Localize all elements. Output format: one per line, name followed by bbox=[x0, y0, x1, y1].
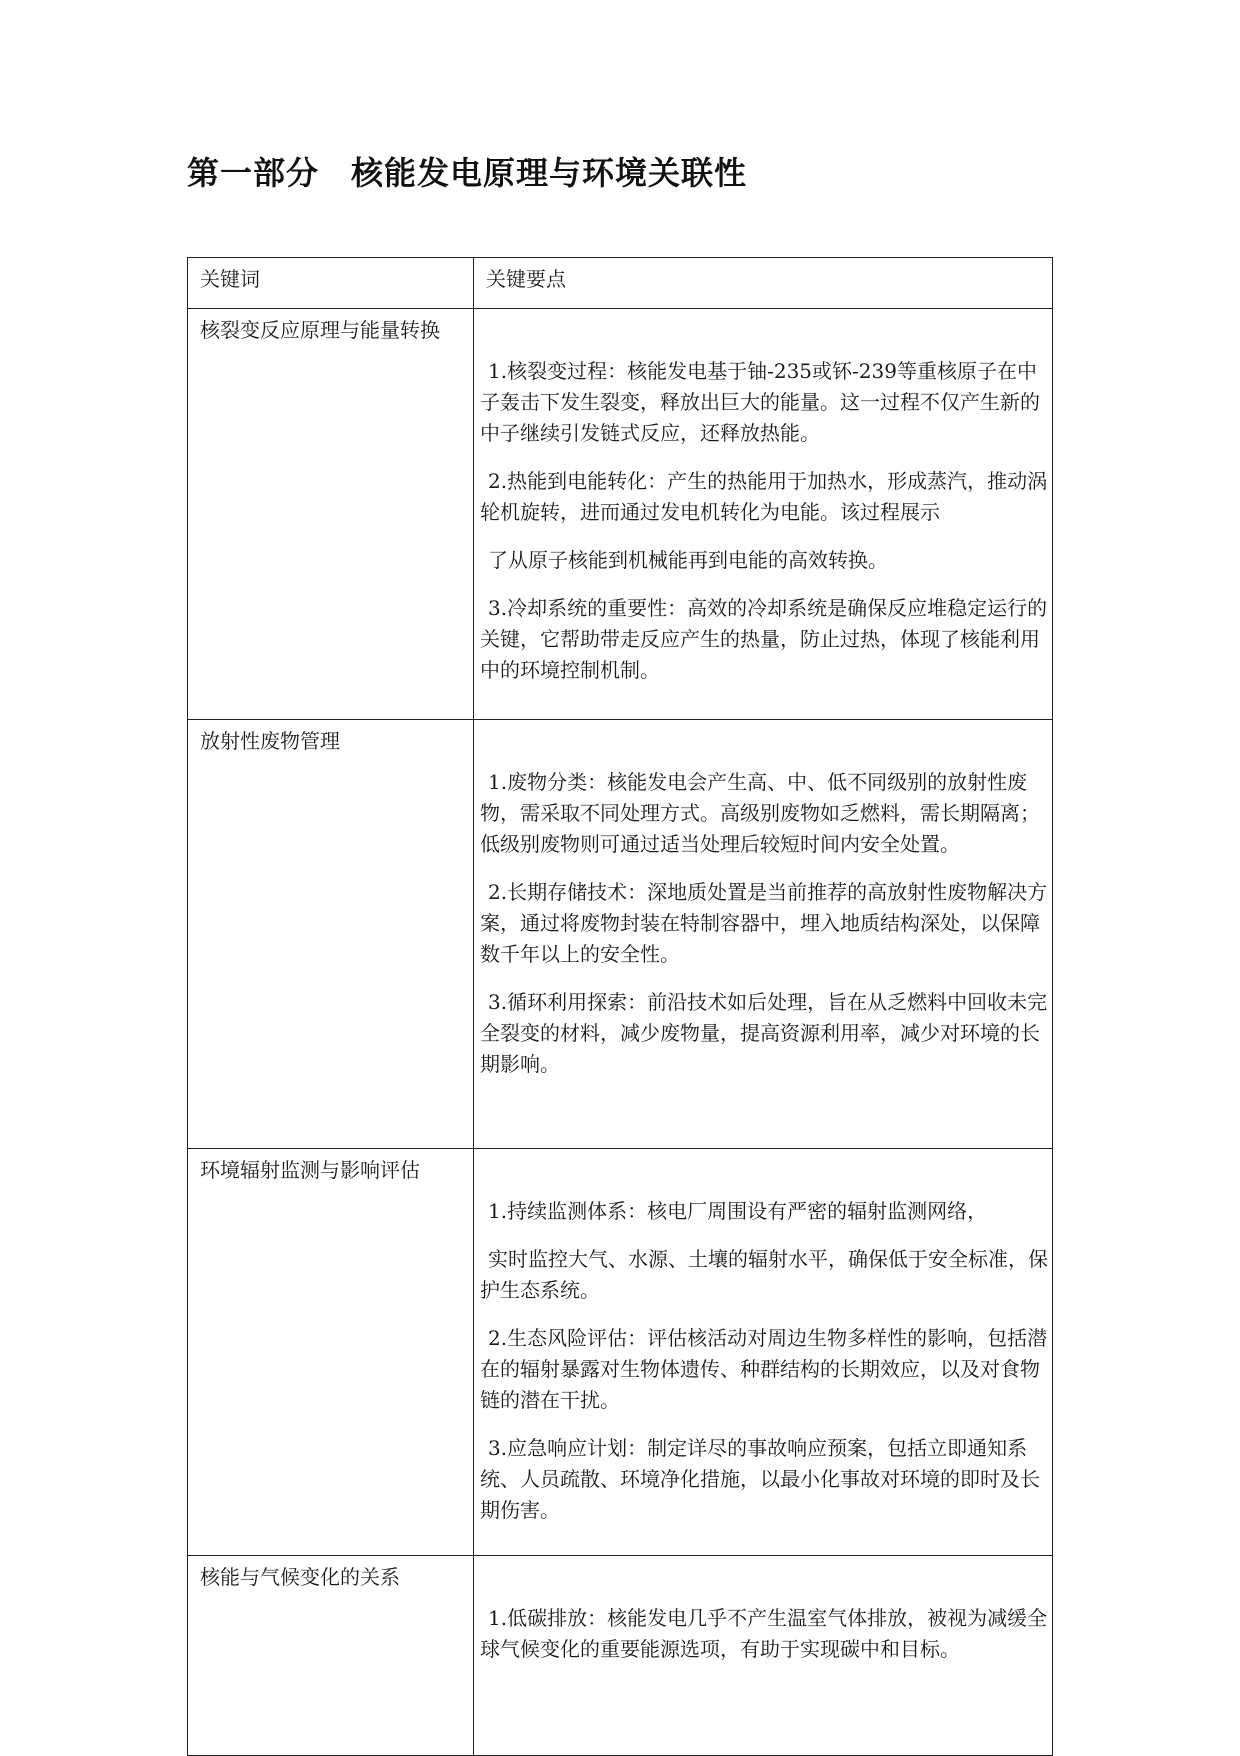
row-keyword: 环境辐射监测与影响评估 bbox=[188, 1149, 474, 1556]
key-point: 3.应急响应计划：制定详尽的事故响应预案，包括立即通知系统、人员疏散、环境净化措施，以最小化事故对环境的即时及长期伤害。 bbox=[480, 1436, 1040, 1522]
page-title bbox=[187, 148, 747, 194]
row-points bbox=[474, 1149, 1053, 1556]
key-point: 2.生态风险评估：评估核活动对周边生物多样性的影响，包括潜在的辐射暴露对生物体遗传、种群结构的长期效应，以及对食物链的潜在干扰。 bbox=[480, 1326, 1048, 1412]
row-points bbox=[474, 309, 1053, 720]
key-point: 1.持续监测体系：核电厂周围设有严密的辐射监测网络， bbox=[488, 1199, 988, 1223]
title-text: 核能发电原理与环境关联性 bbox=[351, 154, 748, 192]
row-keyword: 核裂变反应原理与能量转换 bbox=[188, 309, 474, 720]
row-points bbox=[474, 720, 1053, 1149]
key-point: 3.冷却系统的重要性：高效的冷却系统是确保反应堆稳定运行的关键，它帮助带走反应产生的热量，防止过热，体现了核能利用中的环境控制机制。 bbox=[480, 596, 1048, 682]
row-keyword: 核能与气候变化的关系 bbox=[188, 1556, 474, 1756]
table-row bbox=[188, 309, 1053, 720]
row-keyword: 放射性废物管理 bbox=[188, 720, 474, 1149]
table-row bbox=[188, 720, 1053, 1149]
table-header-row bbox=[188, 258, 1053, 309]
key-point: 1.低碳排放：核能发电几乎不产生温室气体排放，被视为减缓全球气候变化的重要能源选项，有助于实现碳中和目标。 bbox=[480, 1606, 1048, 1661]
table-row bbox=[188, 1149, 1053, 1556]
key-point: 1.废物分类：核能发电会产生高、中、低不同级别的放射性废物，需采取不同处理方式。高级别废物如乏燃料，需长期隔离；低级别废物则可通过适当处理后较短时间内安全处置。 bbox=[480, 770, 1040, 856]
title-part: 第一部分 bbox=[187, 154, 320, 192]
key-point: 实时监控大气、水源、土壤的辐射水平，确保低于安全标准，保护生态系统。 bbox=[480, 1247, 1048, 1302]
key-point: 1.核裂变过程：核能发电基于铀-235或钚-239等重核原子在中子轰击下发生裂变，释放出巨大的能量。这一过程不仅产生新的中子继续引发链式反应，还释放热能。 bbox=[480, 359, 1040, 445]
key-point: 2.热能到电能转化：产生的热能用于加热水，形成蒸汽，推动涡轮机旋转，进而通过发电机转化为电能。该过程展示 bbox=[480, 469, 1048, 524]
key-point: 2.长期存储技术：深地质处置是当前推荐的高放射性废物解决方案，通过将废物封装在特制容器中，埋入地质结构深处，以保障数千年以上的安全性。 bbox=[480, 880, 1048, 966]
keyword-table bbox=[187, 257, 1053, 1756]
key-point: 了从原子核能到机械能再到电能的高效转换。 bbox=[488, 548, 888, 572]
table-row bbox=[188, 1556, 1053, 1756]
header-key-points: 关键要点 bbox=[474, 258, 1053, 309]
key-point: 3.循环利用探索：前沿技术如后处理，旨在从乏燃料中回收未完全裂变的材料，减少废物量，提高资源利用率，减少对环境的长期影响。 bbox=[480, 990, 1048, 1076]
header-keyword: 关键词 bbox=[188, 258, 474, 309]
row-points bbox=[474, 1556, 1053, 1756]
